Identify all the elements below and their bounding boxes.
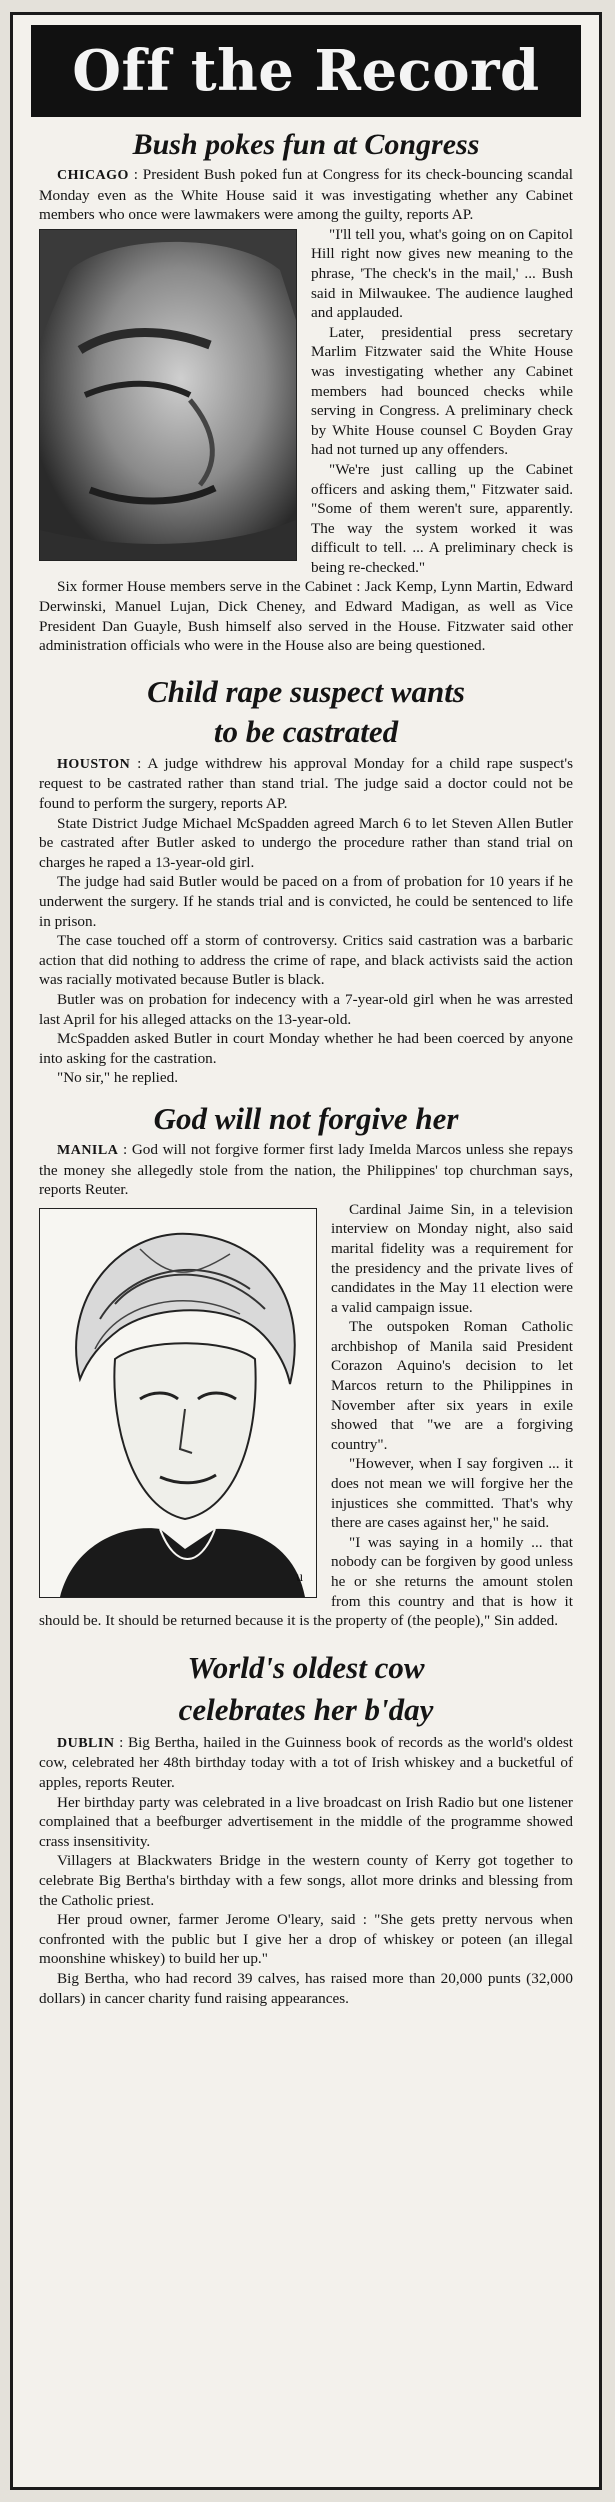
paragraph: Butler was on probation for indecency with a 7-year-old girl when he was arrested last April for his alleged attacks on the 13-year-old. bbox=[39, 990, 573, 1028]
masthead bbox=[31, 25, 581, 117]
headline-cow: World's oldest cow celebrates her b'day bbox=[178, 1649, 434, 1727]
masthead-title: Off the Record bbox=[72, 38, 540, 104]
paragraph: HOUSTON : A judge withdrew his approval Monday for a child rape suspect's request to be castrated rather than stand trial. The judge said a doctor could not be found to perform the surgery, reports AP. bbox=[39, 754, 574, 813]
paragraph: DUBLIN : Big Bertha, hailed in the Guinness book of records as the world's oldest cow, celebrated her 48th birthday today with a tot of Irish whiskey and a bucketful of apples, reports Reuter. bbox=[39, 1733, 574, 1791]
paragraph: The case touched off a storm of controversy. Critics said castration was a barbaric action that did nothing to address the crime of rape, and black activists said the action was racially motivated because Butler is black. bbox=[39, 932, 573, 989]
paragraph: Cardinal Jaime Sin, in a television interview on Monday night, also said marital fidelity was a requirement for the presidency and the private lives of candidates in the May 11 election were a valid campaign issue. bbox=[331, 1200, 573, 1316]
paragraph: Her proud owner, farmer Jerome O'leary, said : "She gets pretty nervous when confronted with the public but I give her a drop of whiskey or poteen (an illegal moonshine whiskey) to build her up." bbox=[39, 1911, 573, 1968]
paragraph: "We're just calling up the Cabinet officers and asking them," Fitzwater said. "Some of them weren't sure, apparently. The way the system worked it was difficult to tell. ... A preliminary check is being re-checked." bbox=[311, 460, 573, 576]
dateline: MANILA bbox=[57, 1142, 119, 1158]
headline-rape-suspect: Child rape suspect wants to be castrated bbox=[147, 673, 465, 749]
svg-text:u: u bbox=[296, 1569, 303, 1585]
headline-marcos: God will not forgive her bbox=[153, 1100, 459, 1136]
paragraph: "However, when I say forgiven ... it does not mean we will forgive her the injustices she committed. That's why there are cases against her," he said. bbox=[331, 1455, 573, 1532]
dateline: DUBLIN bbox=[57, 1735, 115, 1751]
paragraph: "I'll tell you, what's going on on Capitol Hill right now gives new meaning to the phrase, 'The check's in the mail,' ... Bush said in Milwaukee. The audience laughed and applauded. bbox=[311, 225, 573, 322]
article-marcos bbox=[39, 1100, 573, 1631]
paragraph: "No sir," he replied. bbox=[57, 1069, 179, 1087]
dateline: HOUSTON bbox=[57, 756, 131, 772]
paragraph: The judge had said Butler would be paced on a from of probation for 10 years if he underwent the surgery. If he stands trial and is convicted, he could be sentenced to life in prison. bbox=[39, 873, 573, 930]
paragraph: The outspoken Roman Catholic archbishop of Manila said President Corazon Aquino's decision to let Marcos return to the Philippines in November after six years in exile showed that "we are a forgiving country". bbox=[331, 1318, 573, 1453]
paragraph: Her birthday party was celebrated in a live broadcast on Irish Radio but one listener complained that a beefburger advertisement in the middle of the programme showed crass insensitivity. bbox=[39, 1793, 573, 1850]
article-cow bbox=[39, 1647, 573, 2008]
article-bush bbox=[39, 127, 573, 656]
paragraph: Later, presidential press secretary Marlim Fitzwater said the White House was investigating whether any Cabinet members had bounced checks while serving in Congress. A preliminary check by White House counsel C Boyden Gray had not turned up any offenders. bbox=[311, 323, 573, 459]
paragraph: McSpadden asked Butler in court Monday whether he had been coerced by anyone into asking for the castration. bbox=[39, 1030, 573, 1067]
paragraph: MANILA : God will not forgive former first lady Imelda Marcos unless she repays the money she allegedly stole from the nation, the Philippines' top churchman says, reports Reuter. bbox=[39, 1140, 574, 1199]
paragraph: State District Judge Michael McSpadden agreed March 6 to let Steven Allen Butler be castrated after Butler asked to undergo the procedure rather than stand trial on charges he raped a 13-year-old girl. bbox=[39, 814, 573, 871]
article-rape-suspect bbox=[39, 672, 573, 1088]
articles-column bbox=[13, 127, 599, 2008]
paragraph: Villagers at Blackwaters Bridge in the western county of Kerry got together to celebrate Big Bertha's birthday with a few songs, allot more drinks and blessing from the Catholic priest. bbox=[39, 1852, 573, 1909]
marcos-portrait-sketch bbox=[39, 1208, 317, 1598]
dateline: CHICAGO bbox=[57, 168, 129, 183]
paragraph: Big Bertha, who had record 39 calves, has raised more than 20,000 punts (32,000 dollars) in cancer charity fund raising appearances. bbox=[39, 1969, 573, 2007]
paragraph: "I was saying in a homily ... that nobody can be forgiven by good unless he or she returns the amount stolen from this country and that is how it should be. It should be returned because it is the property of (the people)," Sin added. bbox=[39, 1533, 573, 1630]
headline-bush: Bush pokes fun at Congress bbox=[132, 128, 480, 161]
paragraph: CHICAGO : President Bush poked fun at Congress for its check-bouncing scandal Monday even as the White House said it was investigating whether any Cabinet members who once were lawmakers were among the guilty, reports AP. bbox=[39, 166, 574, 224]
paragraph: Six former House members serve in the Cabinet : Jack Kemp, Lynn Martin, Edward Derwinski, Manuel Lujan, Dick Cheney, and Edward Madigan, as well as Vice President Dan Guayle, Bush himself also served in the House. Fitzwater said other administration officials who were in the House also are being questioned. bbox=[39, 578, 573, 655]
bush-photo bbox=[39, 229, 297, 561]
newspaper-clipping bbox=[10, 12, 602, 2490]
